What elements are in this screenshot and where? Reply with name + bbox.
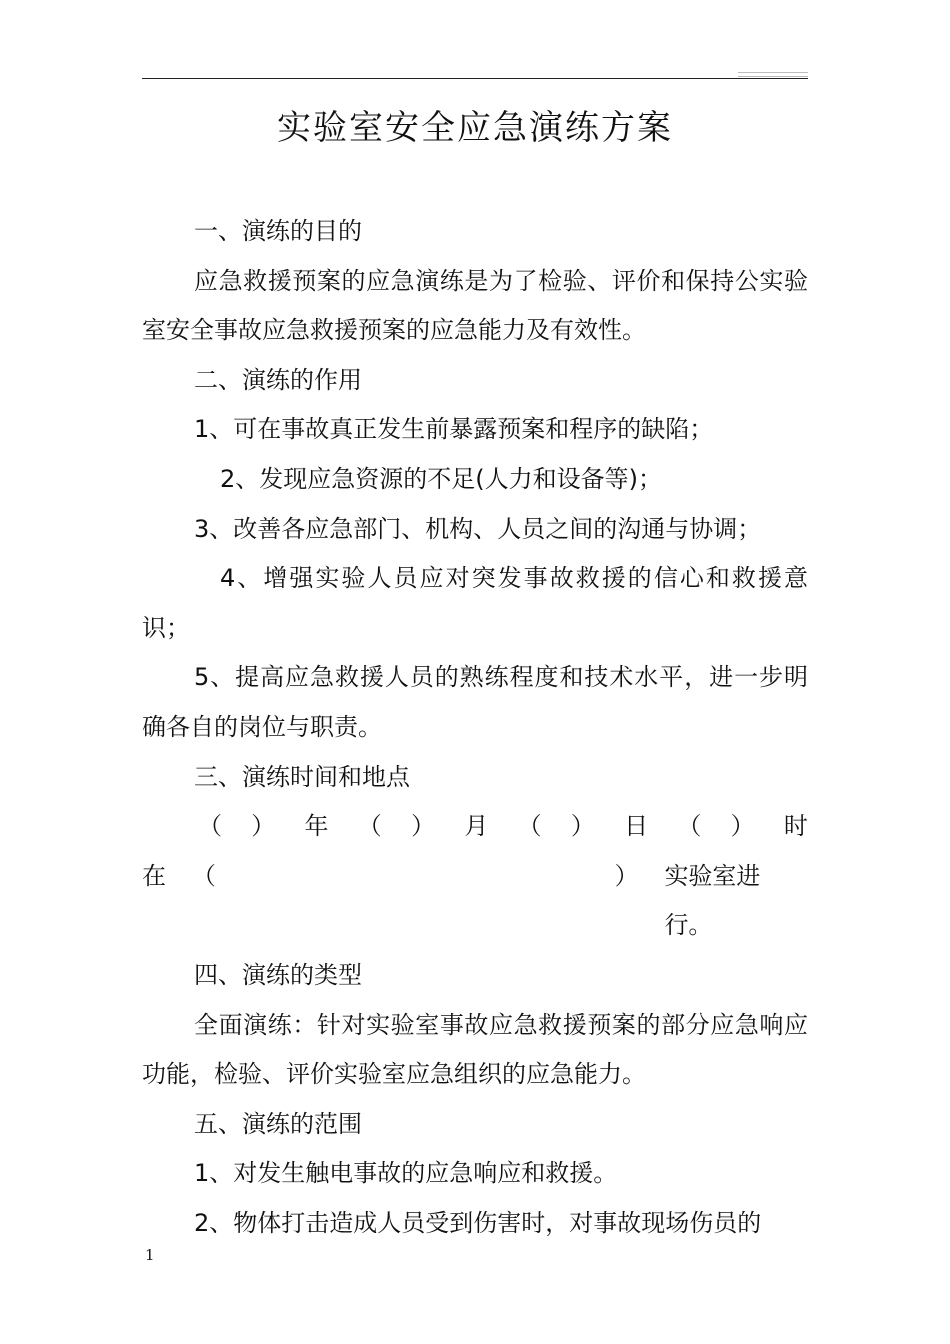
list-item: 3、改善各应急部门、机构、人员之间的沟通与协调； xyxy=(194,514,762,543)
paragraph: 应急救援预案的应急演练是为了检验、评价和保持公实验室安全事故应急救援预案的应急能力及有效性。 xyxy=(142,266,808,345)
section-heading: 四、演练的类型 xyxy=(194,960,362,989)
header-rule xyxy=(142,78,808,79)
date-token: 月 xyxy=(464,812,489,841)
section-heading: 一、演练的目的 xyxy=(194,217,362,245)
date-token: （ xyxy=(677,812,702,841)
page-number: 1 xyxy=(145,1246,155,1264)
paragraph: 全面演练：针对实验室事故应急救援预案的部分应急响应功能，检验、评价实验室应急组织的应急能力。 xyxy=(142,1010,808,1089)
date-token: ） xyxy=(570,812,595,841)
location-token: 实验室进行。 xyxy=(664,861,761,940)
document-title: 实验室安全应急演练方案 xyxy=(277,108,673,148)
date-token: 日 xyxy=(624,812,649,841)
section-heading: 二、演练的作用 xyxy=(194,365,362,394)
list-item: 2、发现应急资源的不足(人力和设备等)； xyxy=(220,464,662,493)
document-body xyxy=(142,207,808,1248)
date-token: ） xyxy=(730,812,755,841)
location-fill-line xyxy=(142,852,808,951)
date-token: ） xyxy=(411,812,436,841)
list-item: 2、物体打击造成人员受到伤害时，对事故现场伤员的 xyxy=(194,1208,762,1237)
location-token: （ xyxy=(191,861,216,890)
blank-space xyxy=(216,852,615,951)
list-item: 4、增强实验人员应对突发事故救援的信心和救援意识； xyxy=(142,564,808,642)
list-item: 1、对发生触电事故的应急响应和救援。 xyxy=(194,1159,618,1188)
date-fill-line xyxy=(142,802,808,852)
list-item: 5、提高应急救援人员的熟练程度和技术水平，进一步明确各自的岗位与职责。 xyxy=(142,663,808,741)
date-token: （ xyxy=(357,812,382,841)
date-token: 时 xyxy=(783,812,808,841)
date-token: ） xyxy=(251,812,276,841)
header-mini-rule xyxy=(738,76,808,77)
date-token: （ xyxy=(198,812,222,841)
header-mini-rule xyxy=(738,72,808,73)
list-item: 1、可在事故真正发生前暴露预案和程序的缺陷； xyxy=(194,415,714,444)
location-token: ） xyxy=(614,861,639,890)
section-heading: 五、演练的范围 xyxy=(194,1109,362,1138)
date-token: 年 xyxy=(304,812,329,841)
date-token: （ xyxy=(517,812,542,841)
location-token: 在 xyxy=(142,861,166,890)
section-heading: 三、演练时间和地点 xyxy=(194,762,410,791)
